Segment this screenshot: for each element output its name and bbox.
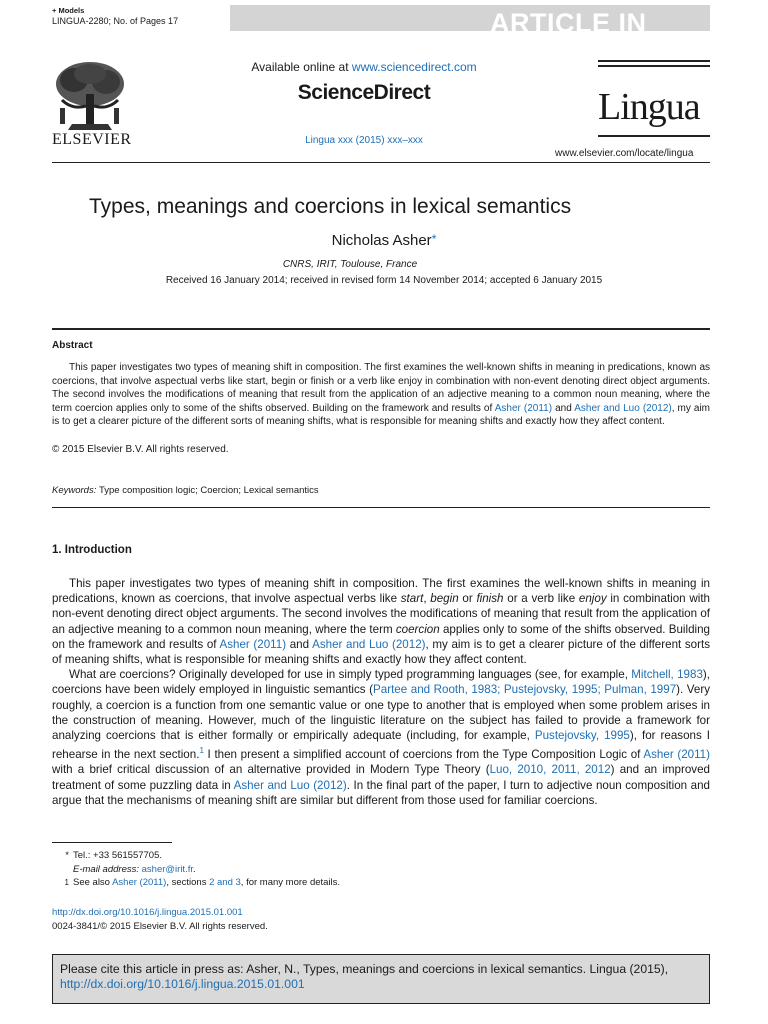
lingua-logo-underline xyxy=(598,135,710,137)
abstract-part: , my aim is to get a clearer picture of the different sorts of meaning shifts, what is responsible for meaning shifts and exactly how they affect content. xyxy=(52,402,711,428)
ref-asher-luo-2012[interactable]: Asher and Luo (2012) xyxy=(312,637,426,651)
text-run: , sections xyxy=(166,877,210,888)
footnote-1 xyxy=(52,876,340,890)
ref-partee-pustejovsky-pulman[interactable]: Partee and Rooth, 1983; Pustejovsky, 1995; Pulman, 1997 xyxy=(373,683,677,697)
text-run: , for many more details. xyxy=(240,877,341,888)
text-run: . In the final part of the paper, I turn to adjective noun composition and argue that the mechanisms of meaning shift are similar but different from those used for familiar coercions. xyxy=(52,778,710,807)
footnote-rule xyxy=(52,842,172,843)
citation-text xyxy=(60,962,710,992)
affiliation: CNRS, IRIT, Toulouse, France xyxy=(282,259,418,270)
footnote-star: * xyxy=(65,850,69,861)
text-run: , xyxy=(423,592,431,606)
header-divider xyxy=(52,162,710,163)
text-run: This paper investigates two types of meaning shift in composition. The first examines the well-known shifts in meaning in predications, known as coercions, that involve aspectual verbs like xyxy=(52,577,710,606)
abstract-copyright: © 2015 Elsevier B.V. All rights reserved. xyxy=(52,444,229,455)
citation-doi-link[interactable]: http://dx.doi.org/10.1016/j.lingua.2015.01.001 xyxy=(60,977,305,991)
term-finish: finish xyxy=(476,592,504,606)
abstract-heading: Abstract xyxy=(52,340,93,351)
text-run: ). Very roughly, a coercion is a function from one semantic value or one type to another that is employed when some problem arises in the construction of meaning. However, much of the linguistic literature on the subject has failed to provide a framework for analyzing coercions that is either formally or empirically adequate (including, for example, xyxy=(52,683,710,743)
author-name: Nicholas Asher xyxy=(331,232,432,249)
author-footnote-mark[interactable]: * xyxy=(431,232,437,246)
term-coercion: coercion xyxy=(395,622,440,636)
text-run: What are coercions? Originally developed for use in simply typed programming languages (see, for example, xyxy=(69,668,632,682)
footnote-tel-text: Tel.: +33 561557705. xyxy=(73,850,163,861)
abstract-part: This paper investigates two types of meaning shift in composition. The first examines the well-known shifts in meaning in predications, known as coercions, that involve aspectual verbs like start, begin or finish or a verb like enjoy in combination with non-event denoting direct object arguments. The second involves the modifications of meaning that result from the application of an adjective meaning to a common noun meaning, where the term coercion applies only to some of the shifts observed. Building on the framework and results of xyxy=(52,362,710,414)
citation-line: Please cite this article in press as: Asher, N., Types, meanings and coercions in lexical semantics. Lingua (2015), xyxy=(60,962,669,976)
sciencedirect-link[interactable]: www.sciencedirect.com xyxy=(351,60,477,74)
available-prefix: Available online at xyxy=(251,60,352,74)
sciencedirect-logo: ScienceDirect xyxy=(297,81,431,104)
ref-pustejovsky-1995[interactable]: Pustejovsky, 1995 xyxy=(534,729,630,743)
email-label: E-mail address: xyxy=(73,863,139,875)
ref-luo[interactable]: Luo, 2010, 2011, 2012 xyxy=(489,763,611,777)
text-run: or xyxy=(458,592,477,606)
abstract-ref-asher-2011[interactable]: Asher (2011) xyxy=(494,402,553,414)
issn-copyright: 0024-3841/© 2015 Elsevier B.V. All rights reserved. xyxy=(52,920,268,932)
lingua-rule xyxy=(598,60,710,62)
keywords xyxy=(52,485,319,496)
footnotes xyxy=(52,849,340,890)
abstract-ref-asher-luo-2012[interactable]: Asher and Luo (2012) xyxy=(574,402,672,414)
footnote-1-mark[interactable]: 1 xyxy=(199,746,204,756)
manuscript-info xyxy=(52,6,178,26)
term-start: start xyxy=(400,592,424,606)
article-in-press-text: ARTICLE IN PRESS xyxy=(490,8,647,69)
text-run: applies only to some of the shifts observed. Building on the framework and results of xyxy=(52,622,711,651)
elsevier-wordmark: ELSEVIER xyxy=(52,131,132,148)
paragraph xyxy=(52,576,710,667)
ref-asher-luo-2012[interactable]: Asher and Luo (2012) xyxy=(233,778,347,792)
ref-asher-2011[interactable]: Asher (2011) xyxy=(219,637,287,651)
lingua-rule xyxy=(598,65,710,67)
abstract-and: and xyxy=(552,402,575,414)
footnote-email xyxy=(52,863,340,877)
footnote-ref-asher-2011[interactable]: Asher (2011) xyxy=(112,877,167,888)
introduction-body xyxy=(52,576,710,808)
article-title: Types, meanings and coercions in lexical semantics xyxy=(89,195,572,218)
text-run: and xyxy=(286,637,313,651)
lingua-logo-rules xyxy=(598,60,710,70)
models-label: + Models xyxy=(52,6,85,15)
keywords-values: Type composition logic; Coercion; Lexical semantics xyxy=(99,485,319,496)
doi-block xyxy=(52,906,268,933)
author-line xyxy=(0,232,768,249)
ref-mitchell-1983[interactable]: Mitchell, 1983 xyxy=(631,668,703,682)
text-run: ), for reasons I rehearse in the next section. xyxy=(52,729,710,762)
journal-reference-link[interactable]: Lingua xxx (2015) xxx–xxx xyxy=(305,135,423,146)
text-run: with a brief critical discussion of an alternative provided in Modern Type Theory ( xyxy=(52,763,490,777)
footnote-1-number: 1 xyxy=(64,878,69,887)
term-enjoy: enjoy xyxy=(578,592,607,606)
text-run: ) and an improved treatment of some puzzling data in xyxy=(52,763,711,792)
abstract-bottom-rule xyxy=(52,507,710,508)
text-run: or a verb like xyxy=(503,592,579,606)
text-run: See also xyxy=(73,877,113,888)
doi-link[interactable]: http://dx.doi.org/10.1016/j.lingua.2015.01.001 xyxy=(52,907,243,918)
keywords-label: Keywords: xyxy=(52,485,97,496)
text-run: . xyxy=(193,863,196,875)
manuscript-id: LINGUA-2280; No. of Pages 17 xyxy=(52,16,179,26)
journal-url[interactable]: www.elsevier.com/locate/lingua xyxy=(555,148,694,159)
lingua-logo: Lingua xyxy=(598,86,700,128)
term-begin: begin xyxy=(430,592,459,606)
text-run: , my aim is to get a clearer picture of the different sorts of meaning shifts, what is responsible for meaning shifts and exactly how they affect content. xyxy=(52,637,710,667)
footnote-sections-link[interactable]: 2 and 3 xyxy=(209,877,241,888)
ref-asher-2011[interactable]: Asher (2011) xyxy=(643,748,710,762)
received-dates: Received 16 January 2014; received in revised form 14 November 2014; accepted 6 January 2015 xyxy=(165,275,603,286)
email-link[interactable]: asher@irit.fr xyxy=(141,863,193,875)
abstract-text xyxy=(52,361,710,429)
text-run: I then present a simplified account of coercions from the Type Composition Logic of xyxy=(203,748,644,762)
text-run: in combination with non-event denoting direct object arguments. The second involves the modifications of meaning that result from the application of an adjective meaning to a common noun meaning, where the term xyxy=(52,592,710,636)
abstract-top-rule xyxy=(52,328,710,330)
footnote-tel xyxy=(52,849,340,863)
paragraph xyxy=(52,667,710,808)
section-heading: 1. Introduction xyxy=(52,544,132,556)
text-run: ), coercions have been widely employed in linguistic semantics ( xyxy=(52,668,710,697)
